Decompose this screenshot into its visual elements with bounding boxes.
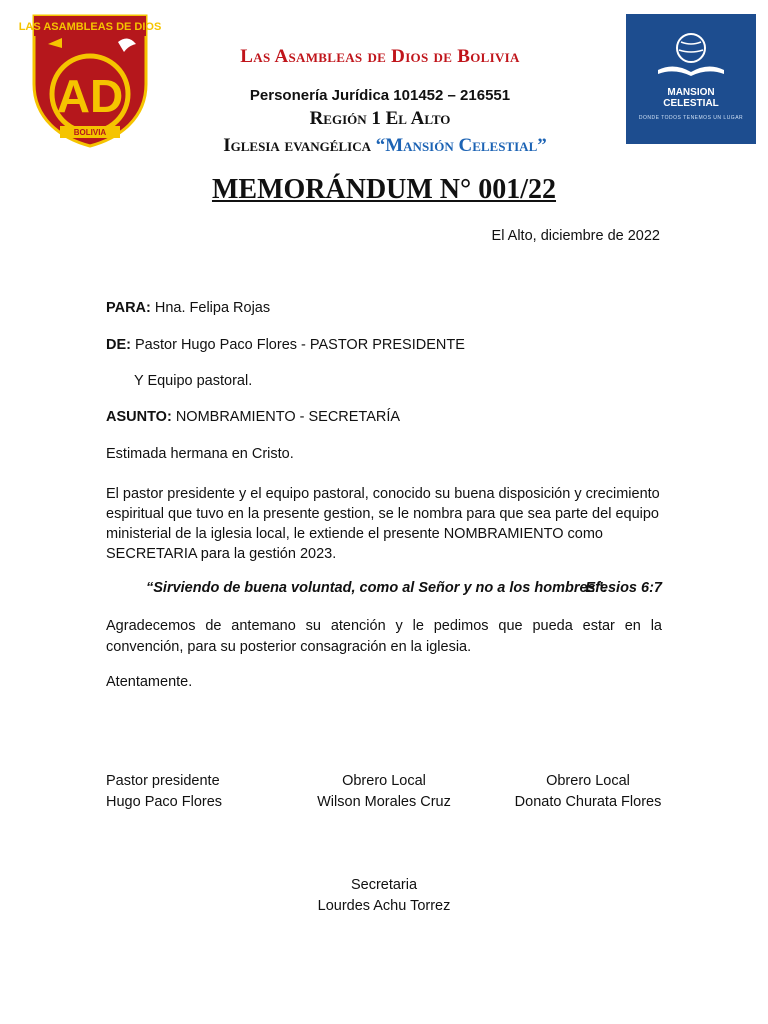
globe-icon: [677, 34, 705, 62]
verse-reference: Efesios 6:7: [585, 580, 662, 596]
church-name: “Mansión Celestial”: [375, 135, 547, 156]
signature-secretaria: [284, 875, 484, 917]
verse-quote: “Sirviendo de buena voluntad, como al Señor y no a los hombres”.: [146, 580, 607, 596]
signature-role: Obrero Local: [546, 773, 630, 789]
body-line: ministerial de la iglesia local, le extiende el presente NOMBRAMIENTO como: [106, 526, 603, 542]
logo-banner: BOLIVIA: [73, 128, 107, 137]
church-prefix: Iglesia evangélica: [223, 135, 376, 156]
church-line: [140, 135, 630, 157]
region-line: Región 1 El Alto: [309, 108, 451, 129]
de-value: Pastor Hugo Paco Flores - PASTOR PRESIDENTE: [130, 337, 465, 353]
signature-role: Secretaria: [350, 877, 418, 893]
logo-top-text: LAS ASAMBLEAS DE DIOS: [18, 21, 162, 33]
legal-registration: Personería Jurídica 101452 – 216551: [249, 87, 511, 104]
logo-letters: AD: [56, 70, 124, 122]
signature-obrero-1: [294, 771, 474, 813]
para-line: [106, 300, 270, 316]
body-line: El pastor presidente y el equipo pastoral, conocido su buena disposición y crecimiento: [106, 486, 660, 502]
signature-role: Obrero Local: [342, 773, 426, 789]
para-label: PARA:: [106, 300, 151, 316]
open-book-icon: [658, 66, 724, 76]
signature-name: Wilson Morales Cruz: [317, 794, 451, 810]
asambleas-de-dios-logo: [18, 14, 162, 148]
logo-name-line1: MANSION: [667, 87, 715, 98]
asunto-value: NOMBRAMIENTO - SECRETARÍA: [171, 409, 401, 425]
signature-name: Donato Churata Flores: [514, 794, 662, 810]
asunto-line: [106, 409, 400, 425]
logo-tagline: DONDE TODOS TENEMOS UN LUGAR: [638, 115, 744, 121]
mansion-celestial-logo: [626, 14, 756, 144]
closing: Atentamente.: [106, 674, 193, 690]
signature-pastor: [106, 771, 222, 813]
memo-date: El Alto, diciembre de 2022: [491, 228, 660, 244]
de-label: DE:: [106, 337, 131, 353]
signature-obrero-2: [498, 771, 678, 813]
logo-name-line2: CELESTIAL: [663, 98, 719, 109]
de-line-2: Y Equipo pastoral.: [134, 373, 253, 389]
asunto-label: ASUNTO:: [106, 409, 172, 425]
greeting: Estimada hermana en Cristo.: [106, 446, 294, 462]
thanks-paragraph: Agradecemos de antemano su atención y le pedimos que pueda estar en la convención, para su posterior consagración en la iglesia.: [106, 618, 662, 655]
body-paragraph: [106, 484, 662, 564]
body-line: espiritual que tuvo en la presente gestion, se le nombra para que sea parte del equipo: [106, 506, 659, 522]
para-value: Hna. Felipa Rojas: [150, 300, 271, 316]
memo-title: MEMORÁNDUM N° 001/22: [211, 174, 557, 205]
signature-name: Lourdes Achu Torrez: [317, 898, 451, 914]
de-line: [106, 337, 465, 353]
org-title: Las Asambleas de Dios de Bolivia: [240, 46, 520, 67]
body-line: SECRETARIA para la gestión 2023.: [106, 546, 337, 562]
signature-role: Pastor presidente: [106, 773, 220, 789]
signature-name: Hugo Paco Flores: [106, 794, 223, 810]
